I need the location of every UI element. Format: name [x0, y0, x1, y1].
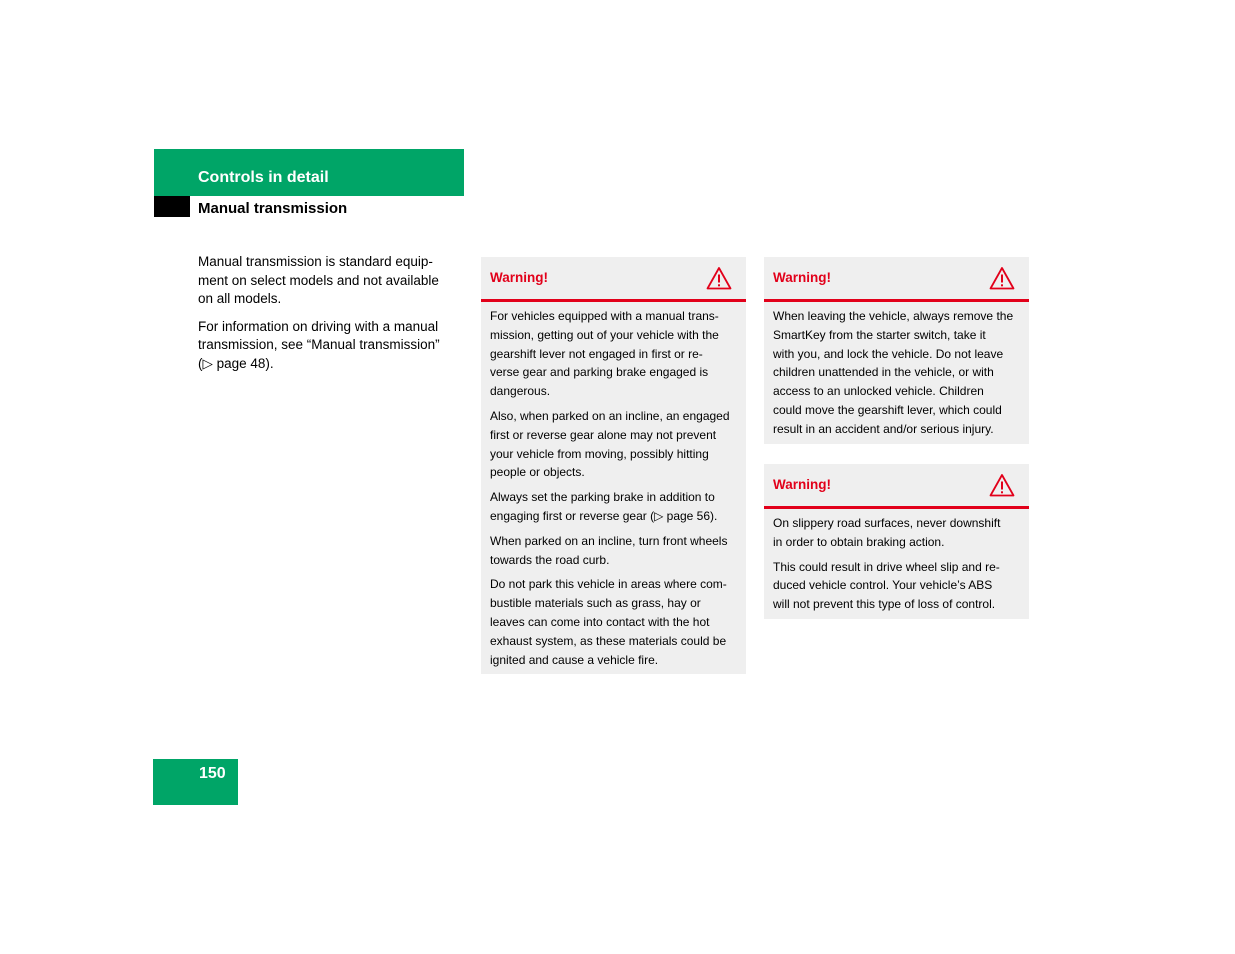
- intro-text: [198, 253, 460, 382]
- page-subtitle: Manual transmission: [198, 200, 348, 217]
- intro-paragraph: For information on driving with a manual transmission, see “Manual transmission” (▷ page 48).: [198, 318, 440, 371]
- warning-paragraph: Always set the parking brake in addition to engaging first or reverse gear (▷ page 56).: [490, 490, 718, 523]
- warning-header: [764, 257, 1029, 302]
- warning-label: Warning!: [490, 270, 548, 285]
- section-marker: [154, 196, 190, 217]
- warning-triangle-icon: [706, 266, 732, 290]
- warning-body: [481, 302, 746, 674]
- warning-label: Warning!: [773, 477, 831, 492]
- warning-body: [764, 509, 1029, 619]
- warning-paragraph: When leaving the vehicle, always remove the SmartKey from the starter switch, take it with you, and lock the vehicle. Do not leave children unattended in the vehicle, or with access to an unlocked vehicle. Children could move the gearshift lever, which could result in an accident and/or serious injury.: [773, 309, 1014, 436]
- warning-header: [764, 464, 1029, 509]
- warning-paragraph: On slippery road surfaces, never downshift in order to obtain braking action.: [773, 516, 1001, 549]
- page-number: 150: [199, 765, 226, 782]
- warning-paragraph: For vehicles equipped with a manual trans- mission, getting out of your vehicle with the gearshift lever not engaged in first or re- verse gear and parking brake engaged is dangerous.: [490, 309, 719, 399]
- warning-label: Warning!: [773, 270, 831, 285]
- warning-box-smartkey: [764, 257, 1029, 444]
- warning-header: [481, 257, 746, 302]
- warning-paragraph: Also, when parked on an incline, an engaged first or reverse gear alone may not prevent your vehicle from moving, possibly hitting people or objects.: [490, 408, 730, 480]
- warning-paragraph: Do not park this vehicle in areas where com- bustible materials such as grass, hay or leaves can come into contact with the hot exhaust system, as these materials could be ignited and cause a vehicle fire.: [490, 577, 727, 667]
- warning-paragraph: When parked on an incline, turn front wheels towards the road curb.: [490, 533, 728, 567]
- warning-paragraph: This could result in drive wheel slip and re- duced vehicle control. Your vehicle’s ABS will not prevent this type of loss of control.: [773, 559, 1000, 612]
- section-title: Controls in detail: [198, 169, 329, 186]
- warning-box-downshift: [764, 464, 1029, 619]
- warning-triangle-icon: [989, 266, 1015, 290]
- intro-paragraph: Manual transmission is standard equip- ment on select models and not available on all models.: [198, 254, 439, 306]
- warning-box-parking-gear: [481, 257, 746, 674]
- warning-triangle-icon: [989, 473, 1015, 497]
- warning-body: [764, 302, 1029, 444]
